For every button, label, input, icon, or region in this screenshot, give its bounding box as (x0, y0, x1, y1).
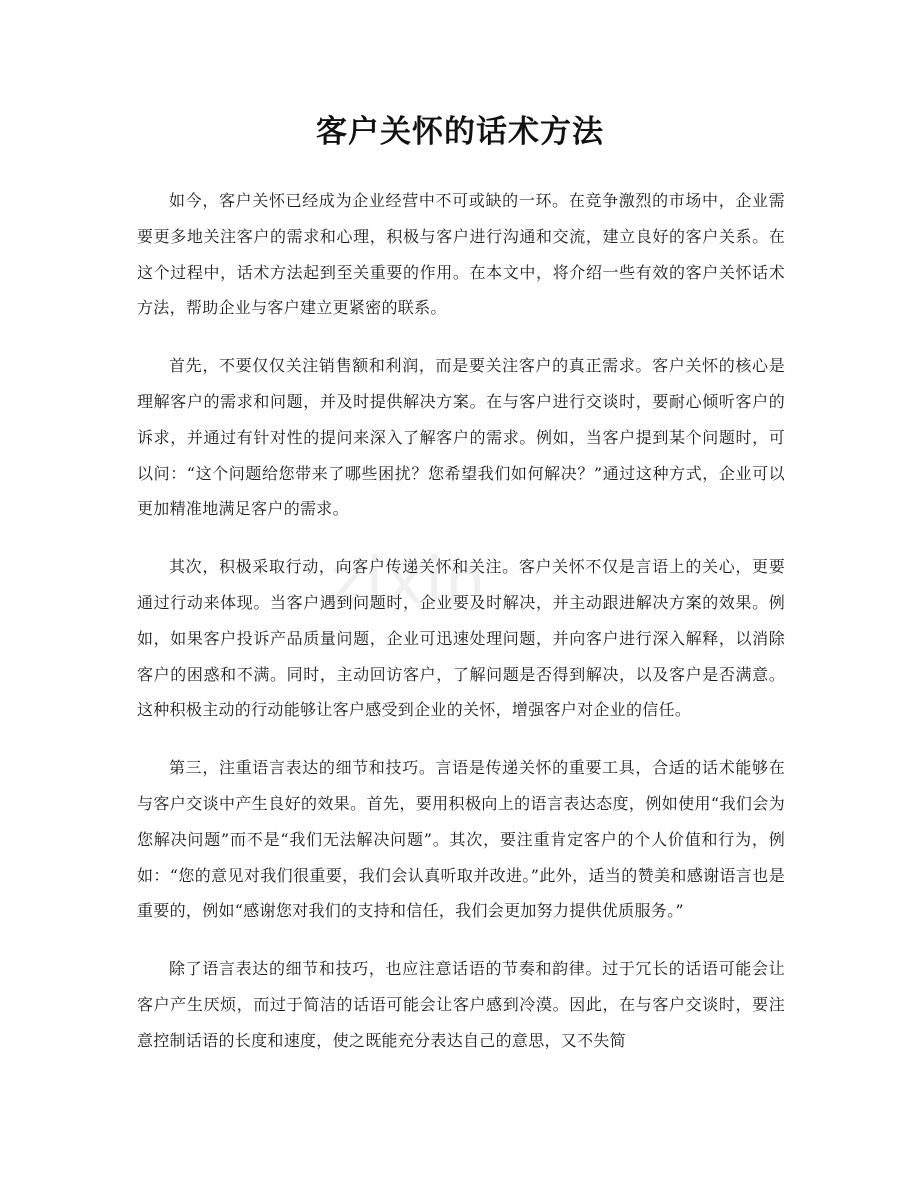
paragraph-first: 首先，不要仅仅关注销售额和利润，而是要关注客户的真正需求。客户关怀的核心是理解客户的需求和问题，并及时提供解决方案。在与客户进行交谈时，要耐心倾听客户的诉求，并通过有针对性的提问来深入了解客户的需求。例如，当客户提到某个问题时，可以问：“这个问题给您带来了哪些困扰？您希望我们如何解决？”通过这种方式，企业可以更加精准地满足客户的需求。 (137, 356, 785, 519)
paragraph-second: 其次，积极采取行动，向客户传递关怀和关注。客户关怀不仅是言语上的关心，更要通过行动来体现。当客户遇到问题时，企业要及时解决，并主动跟进解决方案的效果。例如，如果客户投诉产品质量问题，企业可迅速处理问题，并向客户进行深入解释，以消除客户的困惑和不满。同时，主动回访客户，了解问题是否得到解决，以及客户是否满意。这种积极主动的行动能够让客户感受到企业的关怀，增强客户对企业的信任。 (137, 557, 785, 720)
document-title: 客户关怀的话术方法 (316, 114, 604, 150)
paragraph-third: 第三，注重语言表达的细节和技巧。言语是传递关怀的重要工具，合适的话术能够在与客户交谈中产生良好的效果。首先，要用积极向上的语言表达态度，例如使用“我们会为您解决问题”而不是“我们无法解决问题”。其次，要注重肯定客户的个人价值和行为，例如：“您的意见对我们很重要，我们会认真听取并改进。”此外，适当的赞美和感谢语言也是重要的，例如“感谢您对我们的支持和信任，我们会更加努力提供优质服务。” (137, 758, 785, 921)
paragraph-rhythm: 除了语言表达的细节和技巧，也应注意话语的节奏和韵律。过于冗长的话语可能会让客户产生厌烦，而过于简洁的话语可能会让客户感到冷漠。因此，在与客户交谈时，要注意控制话语的长度和速度，使之既能充分表达自己的意思，又不失简 (137, 959, 785, 1050)
watermark: zixin (330, 545, 488, 619)
paragraph-intro: 如今，客户关怀已经成为企业经营中不可或缺的一环。在竞争激烈的市场中，企业需要更多地关注客户的需求和心理，积极与客户进行沟通和交流，建立良好的客户关系。在这个过程中，话术方法起到至关重要的作用。在本文中，将介绍一些有效的客户关怀话术方法，帮助企业与客户建立更紧密的联系。 (137, 191, 785, 318)
document-body (137, 183, 785, 1081)
